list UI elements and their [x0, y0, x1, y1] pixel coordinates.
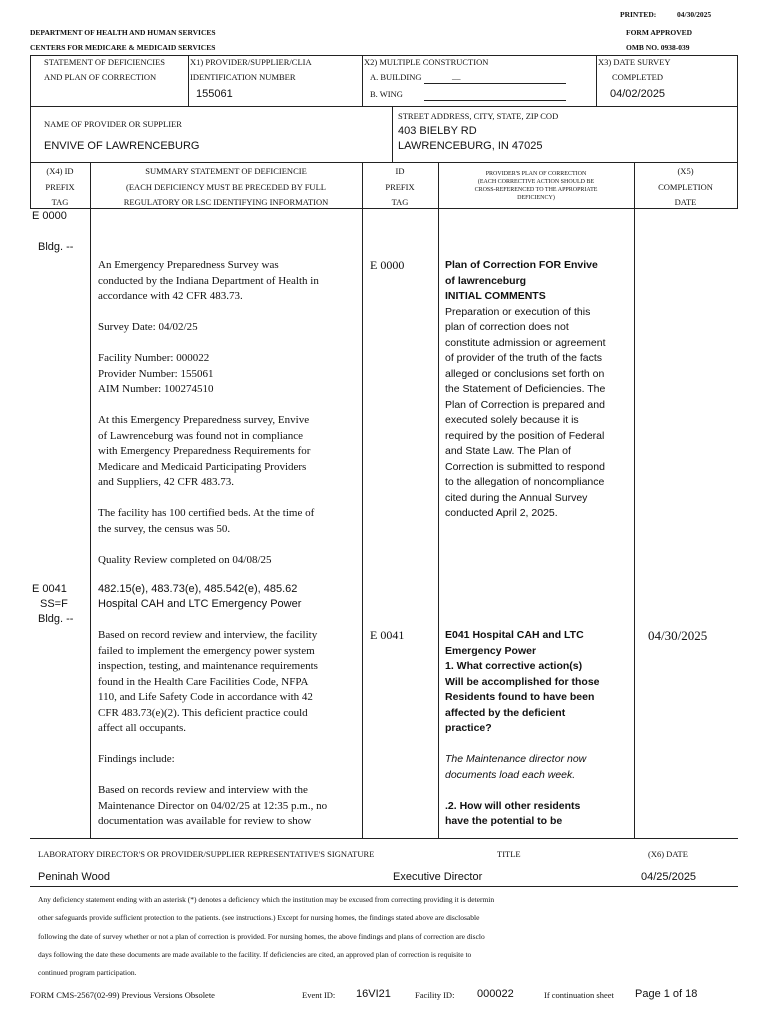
plan2-italic-line: documents load each week.: [445, 768, 576, 781]
summary1-line: [98, 398, 360, 414]
regulation-line-2: Hospital CAH and LTC Emergency Power: [98, 598, 302, 610]
summary1-line: conducted by the Indiana Department of Health in: [98, 274, 319, 287]
plan1-line: plan of correction does not: [445, 321, 569, 333]
title-value: Executive Director: [393, 871, 483, 883]
tag-e0000: E 0000: [32, 210, 67, 222]
summary1-line: Survey Date: 04/02/25: [98, 321, 198, 333]
disclaimer-line: other safeguards provide sufficient protection to the patients. (see instructions.) Except for nursing homes, the findings stated above are disclosable: [38, 913, 480, 922]
page-number: Page 1 of 18: [635, 988, 698, 1000]
plan2-bold-line: E041 Hospital CAH and LTC: [445, 629, 584, 641]
plan2-bold-line: Will be accomplished for those: [445, 675, 600, 688]
plan1-bold-line: INITIAL COMMENTS: [445, 290, 546, 302]
plan2-bold-line: Residents found to have been: [445, 691, 595, 703]
plan1-line: executed solely because it is: [445, 414, 579, 426]
address-label: STREET ADDRESS, CITY, STATE, ZIP COD: [398, 111, 559, 121]
summary1-line: Provider Number: 155061: [98, 367, 214, 380]
plan1-bold-line: of lawrenceburg: [445, 274, 527, 287]
bldg-1: Bldg. --: [38, 241, 74, 253]
x1-label-2: IDENTIFICATION NUMBER: [190, 72, 296, 82]
summary2-line: inspection, testing, and maintenance requirements: [98, 660, 318, 672]
summary1-line: At this Emergency Preparedness survey, Envive: [98, 414, 310, 426]
facility-id-label: Facility ID:: [415, 990, 455, 1000]
summary-block-2: [98, 628, 360, 830]
summary2-line: [98, 737, 360, 753]
signature-label: LABORATORY DIRECTOR'S OR PROVIDER/SUPPLIER REPRESENTATIVE'S SIGNATURE: [38, 849, 375, 859]
summary1-line: The facility has 100 certified beds. At the time of: [98, 507, 315, 519]
plan2-bold-line: affected by the deficient: [445, 706, 566, 719]
summary1-line: of Lawrenceburg was found not in compliance: [98, 429, 304, 442]
summary1-line: Facility Number: 000022: [98, 352, 210, 364]
provider-id-value: 155061: [196, 88, 233, 100]
summary2-line: found in the Health Care Facilities Code, NFPA: [98, 675, 309, 688]
plan1-line: and State Law. The Plan of: [445, 445, 571, 457]
id-e0000: E 0000: [370, 258, 405, 272]
col-x5-2: COMPLETION: [658, 182, 713, 192]
summary2-line: Findings include:: [98, 753, 175, 765]
signature-value: Peninah Wood: [38, 871, 110, 883]
address-line-1: 403 BIELBY RD: [398, 125, 477, 137]
col-summary-2: (EACH DEFICIENCY MUST BE PRECEDED BY FULL: [126, 182, 326, 192]
col-plan-2: (EACH CORRECTIVE ACTION SHOULD BE: [477, 179, 595, 185]
bldg-2: Bldg. --: [38, 613, 74, 625]
facility-id-value: 000022: [477, 988, 514, 1000]
statement-label-1: STATEMENT OF DEFICIENCIES: [44, 57, 166, 67]
summary2-line: failed to implement the emergency power system: [98, 644, 315, 657]
plan1-line: Preparation or execution of this: [445, 305, 591, 318]
x3-label-1: X3) DATE SURVEY: [598, 57, 671, 67]
plan1-line: constitute admission or agreement: [445, 336, 606, 349]
ss-scope: SS=F: [40, 598, 68, 610]
wing-label: B. WING: [370, 89, 403, 99]
plan1-line: of provider of the truth of the facts: [445, 352, 603, 364]
summary2-line: 110, and Life Safety Code in accordance with 42: [98, 691, 313, 703]
regulation-line-1: 482.15(e), 483.73(e), 485.542(e), 485.62: [98, 583, 298, 595]
summary1-line: [98, 537, 360, 553]
col-x5-3: DATE: [674, 197, 697, 207]
id-e0041: E 0041: [370, 628, 405, 642]
event-id-label: Event ID:: [302, 990, 336, 1000]
col-x4-2: PREFIX: [45, 182, 75, 192]
form-number: FORM CMS-2567(02-99) Previous Versions Obsolete: [30, 990, 215, 1000]
signature-date-value: 04/25/2025: [641, 871, 697, 883]
summary1-line: with Emergency Preparedness Requirements for: [98, 445, 311, 457]
col-id-1: ID: [395, 166, 405, 176]
disclaimer-line: following the date of survey whether or not a plan of correction is provided. For nursing homes, the above findings and plans of correction are disclo: [38, 932, 485, 941]
summary1-line: and Suppliers, 42 CFR 483.73.: [98, 476, 234, 488]
disclaimer-line: days following the date these documents are made available to the facility. If deficiencies are cited, an approved plan of correction is requisite to: [38, 950, 472, 959]
title-label: TITLE: [497, 849, 521, 859]
plan1-line: conducted April 2, 2025.: [445, 507, 558, 519]
disclaimer-line: continued program participation.: [38, 968, 137, 977]
plan1-line: Correction is submitted to respond: [445, 460, 605, 473]
col-x5-1: (X5): [677, 166, 694, 176]
provider-name-value: ENVIVE OF LAWRENCEBURG: [44, 140, 200, 152]
summary1-line: [98, 336, 360, 352]
summary2-line: Maintenance Director on 04/02/25 at 12:35 p.m., no: [98, 799, 328, 812]
summary1-line: Medicare and Medicaid Participating Providers: [98, 460, 307, 473]
cms-title: CENTERS FOR MEDICARE & MEDICAID SERVICES: [30, 43, 216, 52]
plan2-bold2-line: have the potential to be: [445, 815, 563, 827]
summary1-line: Quality Review completed on 04/08/25: [98, 553, 272, 566]
plan2-bold2-line: .2. How will other residents: [445, 799, 581, 812]
summary-block-1: [98, 258, 360, 568]
provider-name-label: NAME OF PROVIDER OR SUPPLIER: [44, 119, 182, 129]
continuation-label: If continuation sheet: [544, 990, 614, 1000]
summary1-line: An Emergency Preparedness Survey was: [98, 259, 279, 271]
summary2-line: Based on records review and interview with the: [98, 784, 308, 796]
col-summary-3: REGULATORY OR LSC IDENTIFYING INFORMATION: [123, 197, 329, 207]
department-title: DEPARTMENT OF HEALTH AND HUMAN SERVICES: [30, 28, 216, 37]
summary2-line: affect all occupants.: [98, 722, 187, 734]
building-label: A. BUILDING: [370, 72, 422, 82]
plan1-line: required by the position of Federal: [445, 429, 605, 442]
summary1-line: AIM Number: 100274510: [98, 383, 214, 395]
summary2-line: [98, 768, 360, 784]
plan1-line: to the allegation of noncompliance: [445, 476, 605, 488]
x1-label-1: X1) PROVIDER/SUPPLIER/CLIA: [190, 57, 312, 67]
summary1-line: accordance with 42 CFR 483.73.: [98, 290, 243, 302]
summary1-line: the survey, the census was 50.: [98, 522, 231, 535]
plan2-bold-line: 1. What corrective action(s): [445, 660, 583, 672]
summary2-line: Based on record review and interview, the facility: [98, 629, 318, 641]
x3-label-2: COMPLETED: [612, 72, 663, 82]
col-plan-3: CROSS-REFERENCED TO THE APPROPRIATE: [474, 187, 598, 193]
col-x4-1: (X4) ID: [46, 166, 74, 176]
plan2-bold-line: Emergency Power: [445, 644, 537, 657]
plan2-italic-line: The Maintenance director now: [445, 753, 587, 765]
col-id-3: TAG: [391, 197, 409, 207]
col-id-2: PREFIX: [385, 182, 415, 192]
statement-label-2: AND PLAN OF CORRECTION: [44, 72, 157, 82]
col-summary-1: SUMMARY STATEMENT OF DEFICIENCIE: [145, 166, 307, 176]
printed-label: PRINTED:: [620, 10, 657, 19]
completion-date: 04/30/2025: [648, 628, 708, 643]
disclaimer-line: Any deficiency statement ending with an asterisk (*) denotes a deficiency which the institution may be excused from correcting providing it is determin: [38, 895, 495, 904]
survey-date-value: 04/02/2025: [610, 88, 666, 100]
plan1-line: cited during the Annual Survey: [445, 491, 588, 504]
plan1-line: alleged or conclusions set forth on: [445, 367, 605, 380]
summary1-line: [98, 305, 360, 321]
plan2-bold-line: practice?: [445, 722, 492, 734]
col-plan-1: PROVIDER'S PLAN OF CORRECTION: [485, 171, 587, 177]
summary2-line: CFR 483.73(e)(2). This deficient practice could: [98, 706, 308, 719]
x2-label: X2) MULTIPLE CONSTRUCTION: [364, 57, 489, 67]
tag-e0041: E 0041: [32, 583, 67, 595]
col-x4-3: TAG: [51, 197, 69, 207]
plan-block-1: [445, 258, 631, 522]
col-plan-4: DEFICIENCY): [517, 195, 555, 201]
summary2-line: documentation was available for review to show: [98, 815, 312, 827]
summary1-line: [98, 491, 360, 507]
x6-date-label: (X6) DATE: [648, 849, 688, 859]
plan1-bold-line: Plan of Correction FOR Envive: [445, 259, 598, 271]
form-approved: FORM APPROVED: [626, 28, 693, 37]
plan-block-2: [445, 628, 631, 830]
printed-date: 04/30/2025: [677, 10, 712, 19]
address-line-2: LAWRENCEBURG, IN 47025: [398, 140, 543, 152]
event-id-value: 16VI21: [356, 988, 391, 1000]
plan1-line: the Statement of Deficiencies. The: [445, 383, 606, 395]
plan1-line: Plan of Correction is prepared and: [445, 398, 605, 411]
building-value: __: [452, 71, 461, 81]
omb-number: OMB NO. 0938-039: [626, 43, 690, 52]
